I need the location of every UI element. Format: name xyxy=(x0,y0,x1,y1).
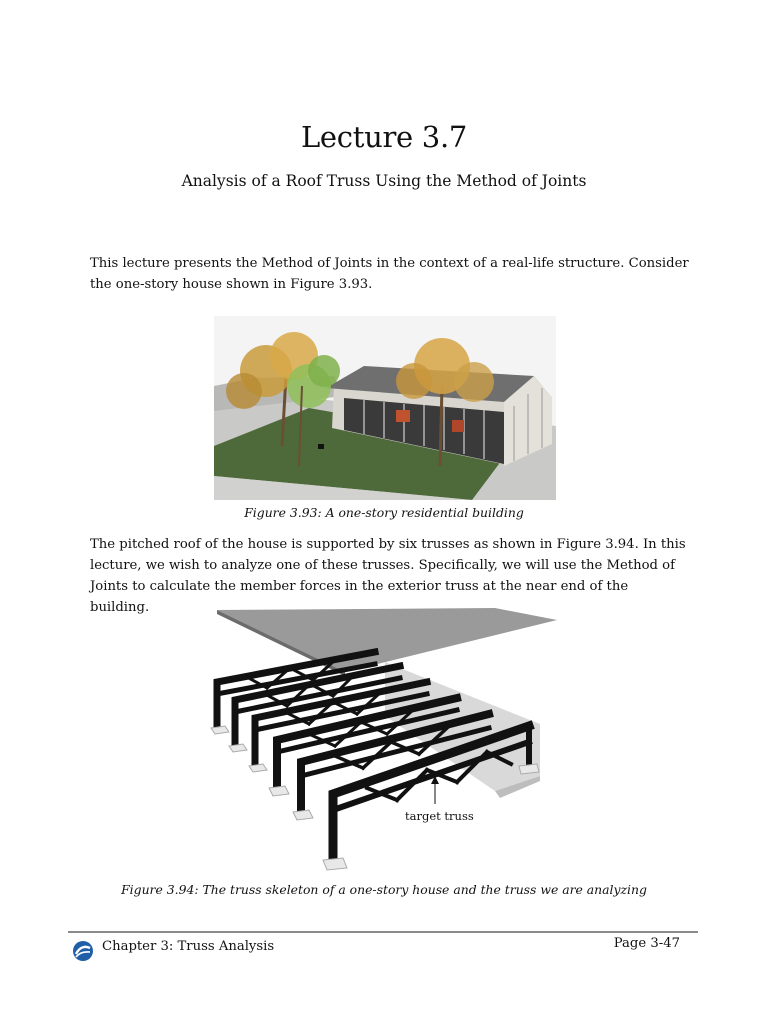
figure-3-94-truss-skeleton-image xyxy=(195,606,575,876)
figure-3-93-caption: Figure 3.93: A one-story residential building xyxy=(244,505,524,520)
footer-rule xyxy=(68,931,698,933)
publisher-logo-icon xyxy=(72,940,94,962)
truss-paragraph: The pitched roof of the house is supported by six trusses as shown in Figure 3.94. In this lecture, we wish to analyze one of these trusses. Specifically, we will use the Method of Joints to calculate the member forces in the exterior truss at the near end of the building. xyxy=(90,537,686,615)
figure-3-93-house-image xyxy=(214,316,556,500)
page-subtitle: Analysis of a Roof Truss Using the Method of Joints xyxy=(181,172,587,190)
intro-paragraph: This lecture presents the Method of Joints in the context of a real-life structure. Consider the one-story house shown in Figure 3.93. xyxy=(90,256,689,292)
target-truss-label: target truss xyxy=(405,809,474,823)
page-title: Lecture 3.7 xyxy=(300,120,468,154)
figure-3-94-caption: Figure 3.94: The truss skeleton of a one-story house and the truss we are analyzing xyxy=(121,882,647,897)
footer-chapter-title: Chapter 3: Truss Analysis xyxy=(102,939,275,954)
footer-page-number: Page 3-47 xyxy=(613,936,680,951)
